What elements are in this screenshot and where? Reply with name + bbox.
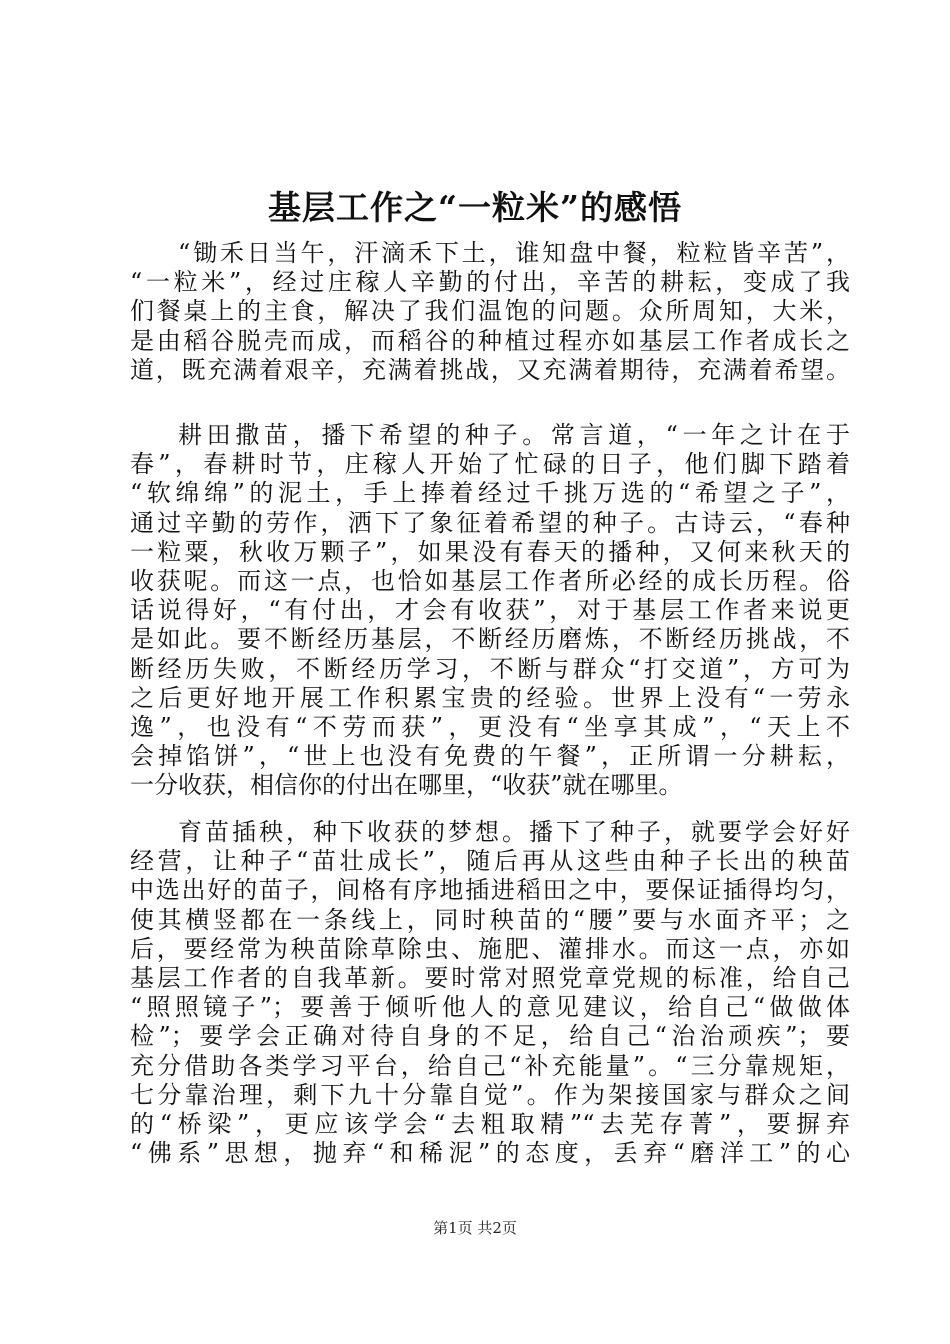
paragraph-1	[130, 239, 850, 385]
paragraph-line: 基层工作者的自我革新。要时常对照党章党规的标准，给自己	[130, 963, 850, 992]
paragraph-line: “一粒米”，经过庄稼人辛勤的付出，辛苦的耕耘，变成了我	[130, 268, 850, 297]
paragraph-line: 七分靠治理，剩下九十分靠自觉”。作为架接国家与群众之间	[130, 1080, 850, 1109]
paragraph-line: 断经历失败，不断经历学习，不断与群众“打交道”，方可为	[130, 654, 850, 683]
paragraph-line: 检”；要学会正确对待自身的不足，给自己“治治顽疾”；要	[130, 1022, 850, 1051]
page-footer: 第1页 共2页	[433, 1219, 517, 1237]
paragraph-line: 一分收获，相信你的付出在哪里，“收获”就在哪里。	[130, 771, 683, 800]
paragraph-line: 的“桥梁”，更应该学会“去粗取精”“去芜存菁”，要摒弃	[130, 1109, 850, 1138]
paragraph-line: 使其横竖都在一条线上，同时秧苗的“腰”要与水面齐平；之	[130, 905, 850, 934]
paragraph-line: “锄禾日当午，汗滴禾下土，谁知盘中餐，粒粒皆辛苦”，	[178, 239, 850, 267]
paragraph-line: 会掉馅饼”，“世上也没有免费的午餐”，正所谓一分耕耘，	[130, 742, 850, 771]
paragraph-3	[130, 818, 850, 1168]
paragraph-line: 春”，春耕时节，庄稼人开始了忙碌的日子，他们脚下踏着	[130, 450, 850, 479]
paragraph-2	[130, 421, 850, 800]
paragraph-line: 充分借助各类学习平台，给自己“补充能量”。“三分靠规矩，	[130, 1051, 850, 1080]
paragraph-line: 育苗插秧，种下收获的梦想。播下了种子，就要学会好好	[178, 818, 850, 846]
paragraph-line: “软绵绵”的泥土，手上捧着经过千挑万选的“希望之子”，	[130, 479, 850, 508]
paragraph-line: 中选出好的苗子，间格有序地插进稻田之中，要保证插得均匀，	[130, 876, 850, 905]
paragraph-line: 后，要经常为秧苗除草除虫、施肥、灌排水。而这一点，亦如	[130, 934, 850, 963]
paragraph-line: “照照镜子”；要善于倾听他人的意见建议，给自己“做做体	[130, 993, 850, 1022]
document-title: 基层工作之“一粒米”的感悟	[268, 188, 682, 227]
paragraph-line: 是如此。要不断经历基层，不断经历磨炼，不断经历挑战，不	[130, 625, 850, 654]
paragraph-line: 收获呢。而这一点，也恰如基层工作者所必经的成长历程。俗	[130, 566, 850, 595]
paragraph-line: 是由稻谷脱壳而成，而稻谷的种植过程亦如基层工作者成长之	[130, 326, 850, 355]
paragraph-line: 之后更好地开展工作积累宝贵的经验。世界上没有“一劳永	[130, 683, 850, 712]
paragraph-line: 通过辛勤的劳作，洒下了象征着希望的种子。古诗云，“春种	[130, 508, 850, 537]
paragraph-line: 一粒粟，秋收万颗子”，如果没有春天的播种，又何来秋天的	[130, 537, 850, 566]
paragraph-line: 话说得好，“有付出，才会有收获”，对于基层工作者来说更	[130, 596, 850, 625]
paragraph-line: 经营，让种子“苗壮成长”，随后再从这些由种子长出的秧苗	[130, 847, 850, 876]
paragraph-line: 逸”，也没有“不劳而获”，更没有“坐享其成”，“天上不	[130, 712, 850, 741]
paragraph-line: “佛系”思想，抛弃“和稀泥”的态度，丢弃“磨洋工”的心	[130, 1139, 850, 1168]
paragraph-line: 道，既充满着艰辛，充满着挑战，又充满着期待，充满着希望。	[130, 355, 850, 384]
paragraph-line: 们餐桌上的主食，解决了我们温饱的问题。众所周知，大米，	[130, 297, 850, 326]
paragraph-line: 耕田撒苗，播下希望的种子。常言道，“一年之计在于	[178, 421, 850, 449]
